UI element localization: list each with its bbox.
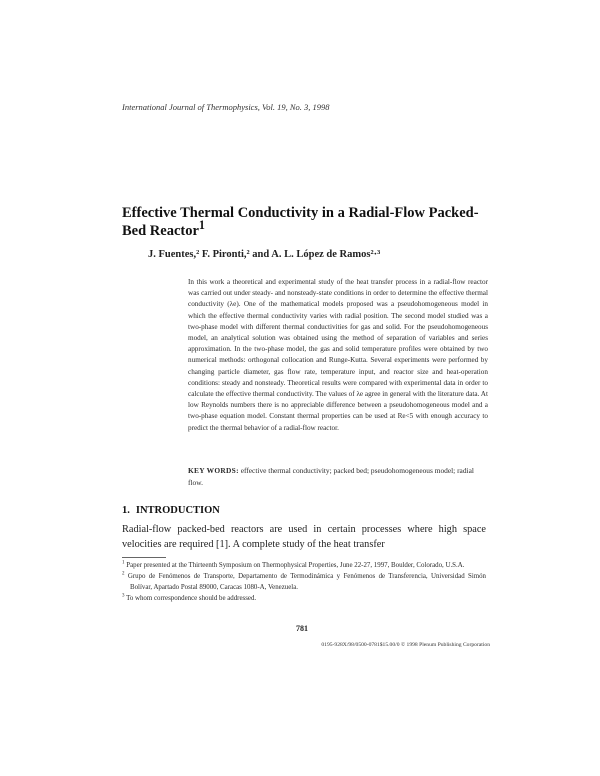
copyright-line: 0195-928X/98/0500-0781$15.00/0 © 1998 Plenum Publishing Corporation xyxy=(321,642,490,648)
footnote-2-mark: 2 xyxy=(122,572,125,578)
keywords xyxy=(188,465,488,488)
abstract: In this work a theoretical and experimental study of the heat transfer process in a radial-flow reactor was carried out under steady- and nonsteady-state conditions in order to determine the effective thermal conductivity (λe). One of the mathematical models proposed was a pseudohomogeneous model in which the effective thermal conductivity varies with radial position. The second model studied was a two-phase model with different thermal conductivities for gas and solid. For the pseudohomogeneous model, an analytical solution was obtained using the method of separation of variables and series approximation. In the two-phase model, the gas and solid temperature profiles were obtained by two numerical methods: orthogonal collocation and Runge-Kutta. Several experiments were performed by changing particle diameter, gas flow rate, temperature input, and reactor size and heat-operation conditions: steady and nonsteady. Theoretical results were compared with experimental data in order to calculate the effective thermal conductivity. The values of λe agree in general with the literature data. At low Reynolds numbers there is no appreciable difference between a pseudohomogeneous model and a two-phase equation model. Constant thermal properties can be used at Re<5 with enough accuracy to predict the thermal behavior of a radial-flow reactor. xyxy=(188,278,488,432)
page-number: 781 xyxy=(296,624,308,633)
footnotes xyxy=(122,561,486,606)
author-list: J. Fuentes,² F. Pironti,² and A. L. López de Ramos²·³ xyxy=(148,249,381,260)
article-title xyxy=(122,204,482,240)
footnote-3-text: To whom correspondence should be addressed. xyxy=(126,595,257,603)
section-number: 1. xyxy=(122,505,130,516)
footnote-2-text: Grupo de Fenómenos de Transporte, Departamento de Termodinámica y Fenómenos de Transferencia, Universidad Simón Bolívar, Apartado Postal 89000, Caracas 1080-A, Venezuela. xyxy=(127,573,486,591)
footnote-2 xyxy=(122,572,486,593)
footnote-1 xyxy=(122,561,486,571)
article-title-text: Effective Thermal Conductivity in a Radial-Flow Packed-Bed Reactor xyxy=(122,205,479,239)
keywords-text: effective thermal conductivity; packed bed; pseudohomogeneous model; radial flow. xyxy=(188,466,474,487)
footnote-3 xyxy=(122,594,486,604)
keywords-label: KEY WORDS: xyxy=(188,466,239,475)
title-footnote-mark: 1 xyxy=(198,218,205,233)
footnote-rule xyxy=(122,557,166,558)
footnote-1-mark: 1 xyxy=(122,560,125,566)
footnote-1-text: Paper presented at the Thirteenth Symposium on Thermophysical Properties, June 22-27, 1997, Boulder, Colorado, U.S.A. xyxy=(126,562,465,569)
introduction-paragraph: Radial-flow packed-bed reactors are used in certain processes where high space velocities are required [1]. A complete study of the heat transfer xyxy=(122,524,486,550)
section-title: INTRODUCTION xyxy=(135,505,220,516)
journal-header: International Journal of Thermophysics, Vol. 19, No. 3, 1998 xyxy=(122,102,330,112)
section-heading-introduction xyxy=(122,505,482,516)
footnote-3-mark: 3 xyxy=(122,593,125,599)
